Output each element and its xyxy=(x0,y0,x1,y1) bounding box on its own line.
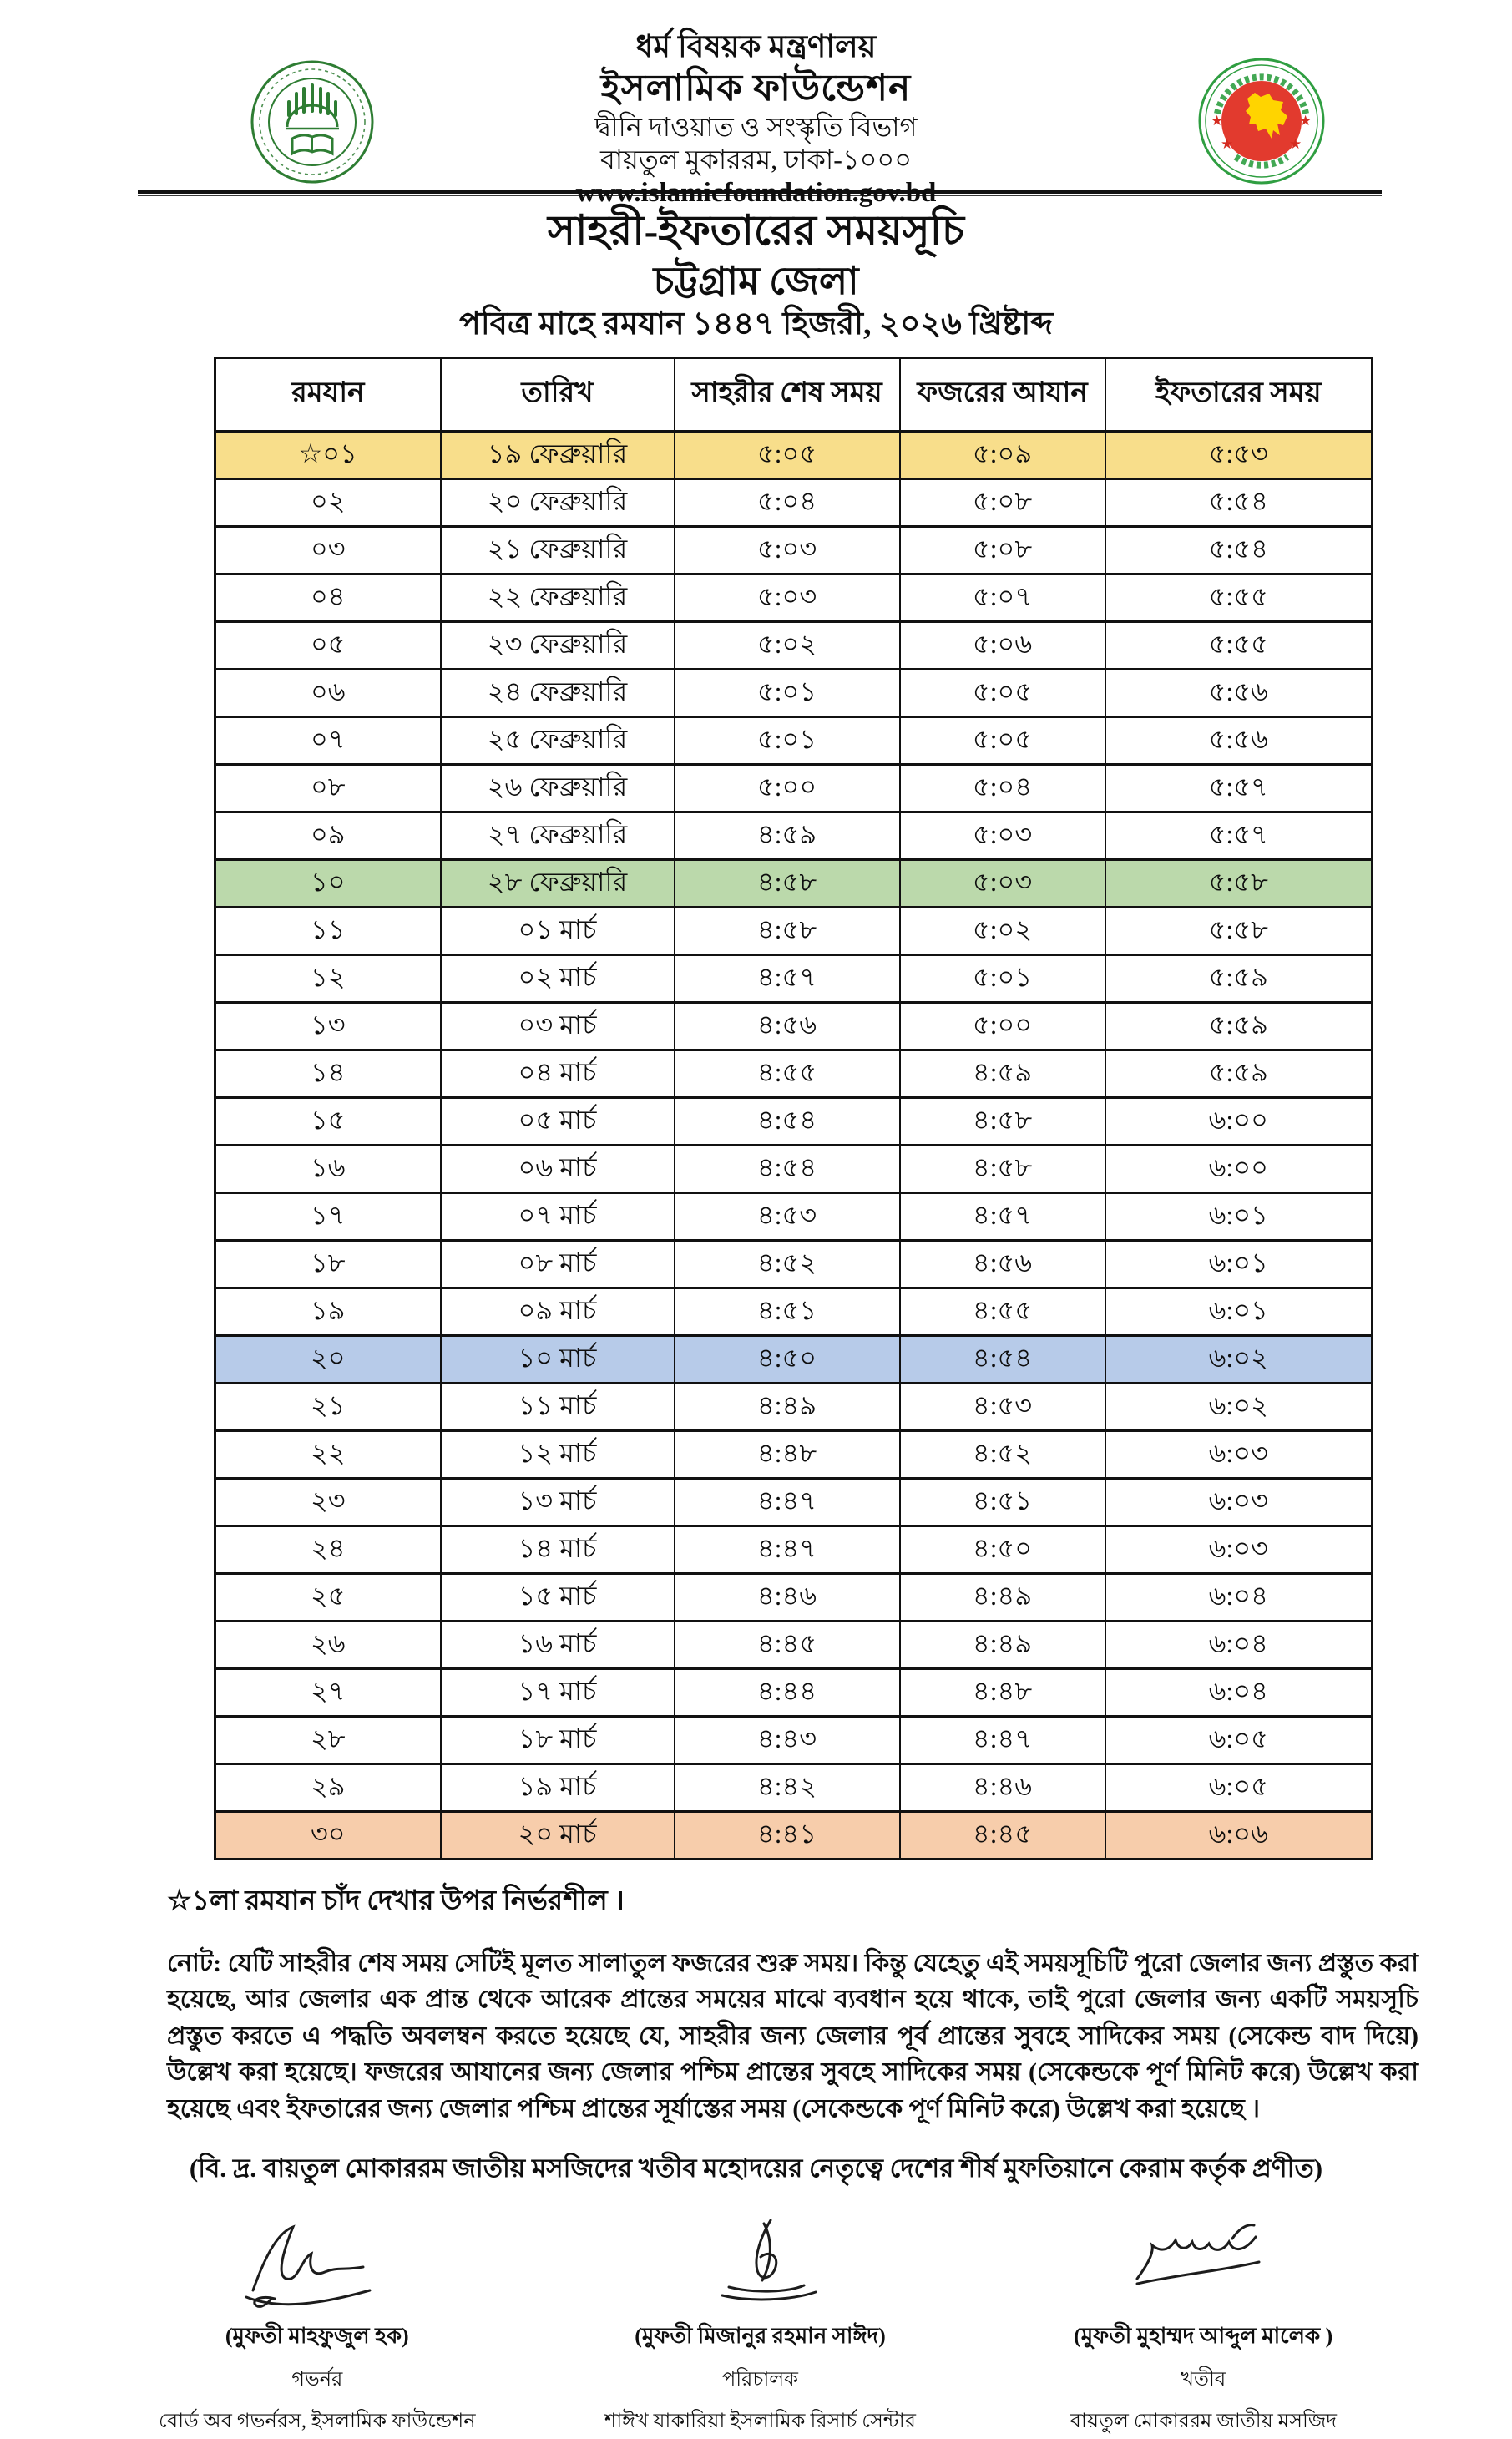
cell-ramadan: ২৯ xyxy=(215,1763,441,1811)
table-row xyxy=(215,669,1373,716)
cell-sehri-end: ৪:৫৩ xyxy=(675,1192,900,1240)
cell-ramadan: ০৬ xyxy=(215,669,441,716)
table-row xyxy=(215,907,1373,954)
cell-iftar: ৫:৫৯ xyxy=(1105,1002,1373,1050)
cell-date: ০৫ মার্চ xyxy=(441,1097,675,1145)
cell-iftar: ৫:৫৯ xyxy=(1105,954,1373,1002)
cell-ramadan: ২৫ xyxy=(215,1573,441,1621)
cell-fajr-azan: ৪:৫৯ xyxy=(900,1050,1105,1097)
cell-sehri-end: ৫:০৪ xyxy=(675,478,900,526)
cell-sehri-end: ৪:৪৭ xyxy=(675,1478,900,1526)
cell-date: ২৮ ফেব্রুয়ারি xyxy=(441,859,675,907)
cell-ramadan: ১০ xyxy=(215,859,441,907)
col-header-date: তারিখ xyxy=(441,357,675,431)
cell-ramadan: ২১ xyxy=(215,1383,441,1430)
cell-iftar: ৬:০১ xyxy=(1105,1192,1373,1240)
table-row xyxy=(215,1335,1373,1383)
cell-fajr-azan: ৫:০৯ xyxy=(900,431,1105,478)
cell-ramadan: ২৭ xyxy=(215,1668,441,1716)
table-row xyxy=(215,1763,1373,1811)
cell-iftar: ৬:০৩ xyxy=(1105,1430,1373,1478)
cell-date: ১০ মার্চ xyxy=(441,1335,675,1383)
cell-sehri-end: ৪:৪৬ xyxy=(675,1573,900,1621)
letterhead xyxy=(0,0,1512,208)
cell-ramadan: ১১ xyxy=(215,907,441,954)
cell-sehri-end: ৪:৫৪ xyxy=(675,1097,900,1145)
website-url: www.islamicfoundation.gov.bd xyxy=(575,177,937,208)
cell-sehri-end: ৪:৫৭ xyxy=(675,954,900,1002)
cell-iftar: ৬:০৪ xyxy=(1105,1668,1373,1716)
table-header-row xyxy=(215,357,1373,431)
table-row xyxy=(215,716,1373,764)
cell-ramadan: ২৮ xyxy=(215,1716,441,1763)
signature-khatib-icon xyxy=(994,2210,1412,2317)
cell-fajr-azan: ৫:০৮ xyxy=(900,478,1105,526)
cell-ramadan: ০৪ xyxy=(215,574,441,621)
table-row xyxy=(215,1192,1373,1240)
signature-director-icon xyxy=(552,2210,969,2317)
cell-fajr-azan: ৪:৫০ xyxy=(900,1526,1105,1573)
cell-ramadan: ১৬ xyxy=(215,1145,441,1192)
cell-date: ২৭ ফেব্রুয়ারি xyxy=(441,812,675,859)
cell-ramadan: ১৯ xyxy=(215,1288,441,1335)
signatory-director xyxy=(552,2210,969,2439)
cell-date: ০৮ মার্চ xyxy=(441,1240,675,1288)
cell-ramadan: ২০ xyxy=(215,1335,441,1383)
cell-date: ০৪ মার্চ xyxy=(441,1050,675,1097)
svg-text:★: ★ xyxy=(1221,136,1234,153)
table-row xyxy=(215,574,1373,621)
col-header-fajr-azan: ফজরের আযান xyxy=(900,357,1105,431)
cell-fajr-azan: ৪:৫১ xyxy=(900,1478,1105,1526)
cell-fajr-azan: ৪:৪৭ xyxy=(900,1716,1105,1763)
table-row xyxy=(215,1383,1373,1430)
cell-iftar: ৬:০৩ xyxy=(1105,1526,1373,1573)
address-line: বায়তুল মুকাররম, ঢাকা-১০০০ xyxy=(599,144,913,175)
sehri-iftar-table xyxy=(214,357,1373,1860)
cell-iftar: ৫:৫৬ xyxy=(1105,716,1373,764)
signatory-name: (মুফতী মিজানুর রহমান সাঈদ) xyxy=(635,2324,886,2348)
cell-fajr-azan: ৫:০৪ xyxy=(900,764,1105,812)
cell-iftar: ৬:০৫ xyxy=(1105,1716,1373,1763)
cell-sehri-end: ৪:৫৮ xyxy=(675,907,900,954)
signatory-name: (মুফতী মুহাম্মদ আব্দুল মালেক ) xyxy=(1074,2324,1333,2348)
islamic-foundation-seal-icon xyxy=(249,55,376,189)
cell-fajr-azan: ৪:৫৩ xyxy=(900,1383,1105,1430)
cell-date: ১৬ মার্চ xyxy=(441,1621,675,1668)
svg-text:★: ★ xyxy=(1289,136,1302,153)
cell-sehri-end: ৪:৪৭ xyxy=(675,1526,900,1573)
cell-ramadan: ☆০১ xyxy=(215,431,441,478)
cell-iftar: ৫:৫৬ xyxy=(1105,669,1373,716)
ministry-name: ধর্ম বিষয়ক মন্ত্রণালয় xyxy=(635,30,877,64)
signatory-organization: বোর্ড অব গভর্নরস, ইসলামিক ফাউন্ডেশন xyxy=(158,2411,476,2432)
cell-date: ১৮ মার্চ xyxy=(441,1716,675,1763)
table-row xyxy=(215,1240,1373,1288)
cell-fajr-azan: ৫:০২ xyxy=(900,907,1105,954)
district-name: চট্টগ্রাম জেলা xyxy=(653,259,859,302)
svg-text:★: ★ xyxy=(1299,113,1312,129)
cell-date: ০৭ মার্চ xyxy=(441,1192,675,1240)
cell-iftar: ৫:৫৯ xyxy=(1105,1050,1373,1097)
col-header-ramadan: রমযান xyxy=(215,357,441,431)
cell-sehri-end: ৪:৫৯ xyxy=(675,812,900,859)
cell-iftar: ৫:৫৫ xyxy=(1105,574,1373,621)
cell-date: ০৬ মার্চ xyxy=(441,1145,675,1192)
moon-sighting-footnote: ☆১লা রমযান চাঁদ দেখার উপর নির্ভরশীল । xyxy=(167,1885,625,1916)
cell-fajr-azan: ৪:৪৬ xyxy=(900,1763,1105,1811)
cell-ramadan: ০৮ xyxy=(215,764,441,812)
cell-sehri-end: ৪:৪৪ xyxy=(675,1668,900,1716)
cell-date: ১২ মার্চ xyxy=(441,1430,675,1478)
cell-iftar: ৫:৫৪ xyxy=(1105,526,1373,574)
table-row xyxy=(215,1430,1373,1478)
cell-iftar: ৫:৫৪ xyxy=(1105,478,1373,526)
cell-ramadan: ২৩ xyxy=(215,1478,441,1526)
cell-date: ০৩ মার্চ xyxy=(441,1002,675,1050)
cell-iftar: ৬:০১ xyxy=(1105,1288,1373,1335)
signature-governor-icon xyxy=(109,2210,526,2317)
cell-sehri-end: ৫:০৫ xyxy=(675,431,900,478)
signatory-khatib xyxy=(994,2210,1412,2439)
cell-sehri-end: ৪:৫৬ xyxy=(675,1002,900,1050)
cell-date: ০১ মার্চ xyxy=(441,907,675,954)
cell-date: ২০ মার্চ xyxy=(441,1811,675,1859)
col-header-iftar-time: ইফতারের সময় xyxy=(1105,357,1373,431)
cell-ramadan: ৩০ xyxy=(215,1811,441,1859)
cell-sehri-end: ৪:৪৮ xyxy=(675,1430,900,1478)
cell-date: ২৬ ফেব্রুয়ারি xyxy=(441,764,675,812)
cell-fajr-azan: ৪:৫৮ xyxy=(900,1097,1105,1145)
cell-sehri-end: ৪:৪১ xyxy=(675,1811,900,1859)
table-row xyxy=(215,764,1373,812)
cell-sehri-end: ৪:৪৯ xyxy=(675,1383,900,1430)
signatory-governor xyxy=(109,2210,526,2439)
cell-iftar: ৫:৫৩ xyxy=(1105,431,1373,478)
cell-date: ২১ ফেব্রুয়ারি xyxy=(441,526,675,574)
table-row xyxy=(215,859,1373,907)
cell-ramadan: ১৮ xyxy=(215,1240,441,1288)
signatory-organization: শাঈখ যাকারিয়া ইসলামিক রিসার্চ সেন্টার xyxy=(604,2411,916,2432)
govt-bangladesh-logo xyxy=(1196,55,1327,191)
cell-iftar: ৫:৫৮ xyxy=(1105,859,1373,907)
cell-fajr-azan: ৫:০৭ xyxy=(900,574,1105,621)
cell-iftar: ৫:৫৫ xyxy=(1105,621,1373,669)
signatory-name: (মুফতী মাহফুজুল হক) xyxy=(225,2324,409,2348)
division-name: দ্বীনি দাওয়াত ও সংস্কৃতি বিভাগ xyxy=(594,111,918,142)
table-row xyxy=(215,1145,1373,1192)
cell-iftar: ৬:০০ xyxy=(1105,1097,1373,1145)
cell-iftar: ৫:৫৭ xyxy=(1105,764,1373,812)
cell-iftar: ৫:৫৭ xyxy=(1105,812,1373,859)
schedule-title: সাহরী-ইফতারের সময়সূচি xyxy=(548,207,964,254)
cell-fajr-azan: ৪:৫৫ xyxy=(900,1288,1105,1335)
cell-iftar: ৬:০৩ xyxy=(1105,1478,1373,1526)
cell-iftar: ৬:০০ xyxy=(1105,1145,1373,1192)
cell-sehri-end: ৫:০০ xyxy=(675,764,900,812)
cell-date: ১১ মার্চ xyxy=(441,1383,675,1430)
signatory-role: খতীব xyxy=(1181,2369,1226,2391)
cell-fajr-azan: ৫:০০ xyxy=(900,1002,1105,1050)
table-body xyxy=(215,431,1373,1859)
col-header-sehri-end: সাহরীর শেষ সময় xyxy=(675,357,900,431)
method-note: নোট: যেটি সাহরীর শেষ সময় সেটিই মূলত সালাতুল ফজরের শুরু সময়। কিন্তু যেহেতু এই সময়সূচিটি পুরো জেলার জন্য প্রস্তুত করা হয়েছে, আর জেলার এক প্রান্ত থেকে আরেক প্রান্তের সময়ের মাঝে ব্যবধান হয়ে থাকে, তাই পুরো জেলার জন্য একটি সময়সূচি প্রস্তুত করতে এ পদ্ধতি অবলম্বন করতে হয়েছে যে, সাহরীর জন্য জেলার পূর্ব প্রান্তের সুবহে সাদিকের সময় (সেকেন্ড বাদ দিয়ে) উল্লেখ করা হয়েছে। ফজরের আযানের জন্য জেলার পশ্চিম প্রান্তের সুবহে সাদিকের সময় (সেকেন্ডকে পূর্ণ মিনিট করে) উল্লেখ করা হয়েছে এবং ইফতারের জন্য জেলার পশ্চিম প্রান্তের সূর্যাস্তের সময় (সেকেন্ডকে পূর্ণ মিনিট করে) উল্লেখ করা হয়েছে । xyxy=(167,1949,1418,2123)
cell-sehri-end: ৪:৫৫ xyxy=(675,1050,900,1097)
cell-date: ২৪ ফেব্রুয়ারি xyxy=(441,669,675,716)
cell-ramadan: ০৯ xyxy=(215,812,441,859)
islamic-foundation-logo xyxy=(249,55,376,193)
cell-fajr-azan: ৪:৪৮ xyxy=(900,1668,1105,1716)
cell-ramadan: ১২ xyxy=(215,954,441,1002)
table-row xyxy=(215,431,1373,478)
cell-date: ১৭ মার্চ xyxy=(441,1668,675,1716)
table-row xyxy=(215,1668,1373,1716)
govt-bangladesh-seal-icon xyxy=(1196,55,1327,187)
table-row xyxy=(215,1811,1373,1859)
cell-date: ১৯ মার্চ xyxy=(441,1763,675,1811)
cell-fajr-azan: ৫:০৩ xyxy=(900,812,1105,859)
cell-ramadan: ১৩ xyxy=(215,1002,441,1050)
cell-ramadan: ০৫ xyxy=(215,621,441,669)
cell-date: ২০ ফেব্রুয়ারি xyxy=(441,478,675,526)
cell-sehri-end: ৫:০৩ xyxy=(675,526,900,574)
signatory-role: গভর্নর xyxy=(291,2369,343,2391)
cell-fajr-azan: ৫:০৫ xyxy=(900,669,1105,716)
table-row xyxy=(215,1050,1373,1097)
credit-line: (বি. দ্র. বায়তুল মোকাররম জাতীয় মসজিদের খতীব মহোদয়ের নেতৃত্বে দেশের শীর্ষ মুফতিয়ানে কেরাম কর্তৃক প্রণীত) xyxy=(189,2153,1323,2183)
cell-date: ১৩ মার্চ xyxy=(441,1478,675,1526)
cell-sehri-end: ৪:৪৩ xyxy=(675,1716,900,1763)
cell-date: ২২ ফেব্রুয়ারি xyxy=(441,574,675,621)
signatory-role: পরিচালক xyxy=(722,2369,798,2391)
cell-sehri-end: ৫:০২ xyxy=(675,621,900,669)
cell-ramadan: ১৭ xyxy=(215,1192,441,1240)
table-row xyxy=(215,1002,1373,1050)
cell-sehri-end: ৫:০১ xyxy=(675,716,900,764)
cell-sehri-end: ৪:৫৪ xyxy=(675,1145,900,1192)
cell-fajr-azan: ৪:৪৯ xyxy=(900,1621,1105,1668)
cell-sehri-end: ৪:৫১ xyxy=(675,1288,900,1335)
cell-date: ১৪ মার্চ xyxy=(441,1526,675,1573)
cell-iftar: ৬:০৫ xyxy=(1105,1763,1373,1811)
cell-date: ২৩ ফেব্রুয়ারি xyxy=(441,621,675,669)
cell-fajr-azan: ৪:৫৪ xyxy=(900,1335,1105,1383)
cell-date: ২৫ ফেব্রুয়ারি xyxy=(441,716,675,764)
cell-ramadan: ০২ xyxy=(215,478,441,526)
cell-date: ০২ মার্চ xyxy=(441,954,675,1002)
cell-ramadan: ২৬ xyxy=(215,1621,441,1668)
cell-sehri-end: ৪:৪২ xyxy=(675,1763,900,1811)
cell-iftar: ৬:০২ xyxy=(1105,1335,1373,1383)
cell-ramadan: ০৩ xyxy=(215,526,441,574)
svg-text:★: ★ xyxy=(1211,113,1224,129)
cell-sehri-end: ৫:০১ xyxy=(675,669,900,716)
cell-fajr-azan: ৪:৫২ xyxy=(900,1430,1105,1478)
ramadan-year-line: পবিত্র মাহে রমযান ১৪৪৭ হিজরী, ২০২৬ খ্রিষ্টাব্দ xyxy=(459,306,1053,342)
cell-fajr-azan: ৫:০৮ xyxy=(900,526,1105,574)
table-row xyxy=(215,621,1373,669)
table-row xyxy=(215,478,1373,526)
cell-date: ০৯ মার্চ xyxy=(441,1288,675,1335)
cell-sehri-end: ৪:৪৫ xyxy=(675,1621,900,1668)
table-row xyxy=(215,1288,1373,1335)
cell-fajr-azan: ৫:০৩ xyxy=(900,859,1105,907)
organization-name: ইসলামিক ফাউন্ডেশন xyxy=(600,68,912,109)
cell-ramadan: ১৪ xyxy=(215,1050,441,1097)
cell-fajr-azan: ৪:৫৮ xyxy=(900,1145,1105,1192)
cell-fajr-azan: ৪:৫৬ xyxy=(900,1240,1105,1288)
cell-date: ১৯ ফেব্রুয়ারি xyxy=(441,431,675,478)
table-row xyxy=(215,954,1373,1002)
table-row xyxy=(215,1478,1373,1526)
cell-sehri-end: ৪:৫২ xyxy=(675,1240,900,1288)
table-row xyxy=(215,1621,1373,1668)
cell-ramadan: ২৪ xyxy=(215,1526,441,1573)
cell-fajr-azan: ৫:০৫ xyxy=(900,716,1105,764)
cell-iftar: ৬:০১ xyxy=(1105,1240,1373,1288)
cell-iftar: ৬:০৪ xyxy=(1105,1573,1373,1621)
table-row xyxy=(215,526,1373,574)
cell-date: ১৫ মার্চ xyxy=(441,1573,675,1621)
cell-fajr-azan: ৪:৪৯ xyxy=(900,1573,1105,1621)
table-row xyxy=(215,1526,1373,1573)
cell-sehri-end: ৪:৫০ xyxy=(675,1335,900,1383)
cell-fajr-azan: ৫:০১ xyxy=(900,954,1105,1002)
signature-row xyxy=(109,2210,1412,2439)
table-row xyxy=(215,1573,1373,1621)
cell-fajr-azan: ৪:৪৫ xyxy=(900,1811,1105,1859)
cell-ramadan: ০৭ xyxy=(215,716,441,764)
cell-sehri-end: ৪:৫৮ xyxy=(675,859,900,907)
cell-ramadan: ১৫ xyxy=(215,1097,441,1145)
cell-iftar: ৬:০৪ xyxy=(1105,1621,1373,1668)
cell-ramadan: ২২ xyxy=(215,1430,441,1478)
cell-iftar: ৫:৫৮ xyxy=(1105,907,1373,954)
table-row xyxy=(215,1716,1373,1763)
cell-iftar: ৬:০২ xyxy=(1105,1383,1373,1430)
cell-sehri-end: ৫:০৩ xyxy=(675,574,900,621)
table-row xyxy=(215,1097,1373,1145)
table-row xyxy=(215,812,1373,859)
cell-fajr-azan: ৫:০৬ xyxy=(900,621,1105,669)
cell-iftar: ৬:০৬ xyxy=(1105,1811,1373,1859)
cell-fajr-azan: ৪:৫৭ xyxy=(900,1192,1105,1240)
signatory-organization: বায়তুল মোকাররম জাতীয় মসজিদ xyxy=(1070,2411,1337,2432)
document-title-block xyxy=(0,205,1512,345)
